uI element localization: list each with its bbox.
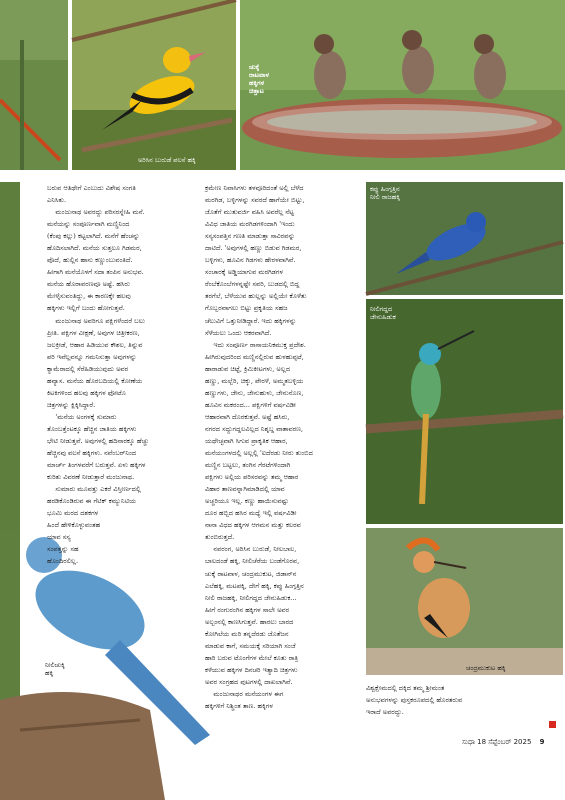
golden-oriole-caption: ಅರಿಸಿನ ಬುರುಡೆ ಪಲಸೆ ಹಕ್ಕಿ	[138, 156, 196, 164]
monarch-caption: ಕಪ್ಪು ಹಿಂಗ್ಗತ್ತಿನ ನೀಲಿ ರಾಜಹಕ್ಕಿ	[370, 185, 400, 201]
middle-column-text: ಕ್ರಮೇಣ ನಿವಾಸಿಗಳು ತಳವೂರಿದಂತೆ ಅಲ್ಲಿ ಬೆಳೆದ ಮರಗಿಡ, ಬಳ್ಳಿಗಳನ್ನು ಸವರದೆ ಹಾಗೆಯೇ ಬಿಟ್ಟು, ಜೊತೆಗೆ ಮುತುವರ್ಜಿ ವಹಿಸಿ ಅವರೆಲ್ಲ ನೆಟ್ಟ ವಿವಿಧ ಜಾತಿಯ ಮರಗಿಡಗಳಿಂದಾಗಿ 'ಇಂದು ಸಸ್ಯಸಂಪತ್ತಿನ ಗಣತಿ ಮಾಡುತ್ತಾ ಸಾವಿರವನ್ನು ದಾಟಿದೆ. 'ಅವುಗಳಲ್ಲಿ ಹಣ್ಣು ಬಿಡುವ ಗಿಡಮರ, ಬಳ್ಳಿಗಳು, ಹೂವಿನ ಗಿಡಗಳು ಹೇರಳವಾಗಿವೆ. ಸಂಚಾರಕ್ಕೆ ಅಡ್ಡಿಯಾಗುವ ಮರಗಿಡಗಳ ರೆಂಬೆಕೊಂಬೆಗಳನ್ನಷ್ಟೇ ಸವರಿ, ಬುಡದಲ್ಲಿ ಬಿದ್ದ ತರಗೆಲೆ, ಬೆಳೆಯುವ ಹುಲ್ಲನ್ನು ಅಲ್ಲಿಯೇ ಕೊಳೆತು ಗೊಬ್ಬರವಾಗಲು ಬಿಟ್ಟು ಪ್ರಕೃತಿಯ ಸಹಜ ಚೆಲುವಿಗೆ ಒತ್ತುನೀಡಿದ್ದಾರೆ. ಇದು ಹಕ್ಕಿಗಳನ್ನು ಸೆಳೆಯಲು ಒಂದು ಆಕರವಾಗಿದೆ. ಇದು ಸಂಪೂರ್ಣ ರಾಸಾಯನಿಕಮುಕ್ತ ಪ್ರದೇಶ. ಹೀಗಿರುವುದರಿಂದ ಮಣ್ಣಿನಲ್ಲಿರುವ ಹುಳಹುಪ್ಪಟೆ, ಹಾರಾಡುವ ಚಿಟ್ಟೆ, ಕ್ರಿಮಿಕೀಟಗಳು, ಅಲ್ಲದ ಹಣ್ಣು, ಮಲ್ಬೆರಿ, ಚಿಕ್ಕು, ಪೇರಳೆ, ಅಮ್ಮತಬಳ್ಳಿಯ ಹಣ್ಣುಗಳು, ಜೇನು, ಜೇನುಹುಳು, ಜೇನುನೊಣ, ಹೂವಿನ ಮಕರಂದ... ಪಕ್ಷಿಗಳಿಗೆ ವರ್ಷವಿಡೀ ಆಹಾರವಾಗಿ ದೊರಕುತ್ತವೆ. ಅಷ್ಟೆ ಹಸಿರು, ನಗರದ ಸದ್ದುಗದ್ದಲವಿಲ್ಲದ ನಿಶ್ಶಬ್ದ ವಾತಾವರಣ, ಯಥೇಚ್ಛವಾಗಿ ಸಿಗುವ ಪ್ರಾಕೃತಿಕ ಆಹಾರ, ಮನೆಯಂಗಳದಲ್ಲಿ ಅಲ್ಲಲ್ಲಿ 'ಐದೆರಡು ನೀರು ತುಂಬಿದ ಮಣ್ಣಿನ ಬಟ್ಟಲು, ತಂಗಿನ ಗೆರಟೆಗಳಿಂದಾಗಿ ಪಕ್ಷಿಗಳು ಅಲ್ಲಿಯ ಪರಿಸರವನ್ನು ತಮ್ಮ ಆಹಾರ ವಿಹಾರ ತಾಣವನ್ನಾಗಿಮಾಡಿದಲ್ಲಿ ಯಾವ ಅಚ್ಚರಿಯೂ ಇಲ್ಲ. ಕಣ್ಣು ಹಾಯಿಸುವಷ್ಟು ದೂರ ಹಬ್ಬಿದ ಹಸಿರ ಮಧ್ಯೆ ಇಲ್ಲಿ ವರ್ಷವಿಡೀ ನಾನಾ ವಿಧದ ಹಕ್ಕಿಗಳ ಆಗಮನ ಮತ್ತು ಕಲರವ ತುಂಬಿರುತ್ತದೆ. ನವರಂಗ, ಅರಿಸಿನ ಬುರುಡೆ, ನೀಲಬಾಲ, ಬಾಲದಂಡೆ ಹಕ್ಕಿ, ನೀಲಿಚೆರೆಯ ಬಂಡೆಗೊರವ, ಚುಕ್ಕೆ ರಾಟವಾಳ, ಚಂದ್ರಮುಕುಟ, ಜಿಡಾನ್‌ನ ಎಲೆಹಕ್ಕಿ, ಮಟಪಕ್ಕಿ, ದೇಗೆ ಹಕ್ಕಿ, ಕಪ್ಪು ಹಿಂಗ್ಗತ್ತಿನ ನೀಲಿ ರಾಜಹಕ್ಕಿ, ನೀಲಿಗದ್ದದ ಜೇನುಹಿಡುಕ... ಹೀಗೆ ರಂಗುರಂಗಿನ ಹಕ್ಕಿಗಳ ಸಾಲೇ ಅವರ ಅಲ್ಬಂನಲ್ಲಿ ಕಾಣಸಿಗುತ್ತವೆ. ಹಾರಲು ಬಾರದ ಕೋಗಿಲೆಯ ಮರಿ ತನ್ನದೆರಡು ಜೊತೆಜನ ಮಾಡುವ ಕಾಗೆ, ಸಮಯಕ್ಕೆ ಸರಿಯಾಗಿ ಸಂಜೆ ಹಾರಿ ಬರುವ ಟೊಂಗೆಗಳ ಮೇಲೆ ಕೂತು ರಾತ್ರಿ ಕಳೆಯುವ ಹಕ್ಕಿಗಳ ದಿನಚರಿ ಇತ್ಯಾದಿ ಚಿತ್ರಗಳು ಅವರ ಸಂಗ್ರಹದ ಪುಟಗಳಲ್ಲಿ ದಾಖಲಾಗಿವೆ. ಮಂಜುನಾಥರ ಮನೆಯಂಗಳ ಈಗ ಹಕ್ಕಿಗಳಿಗೆ ನಿಶ್ಚಿಂತ ತಾಣ. ಹಕ್ಕಿಗಳ	[205, 184, 313, 711]
magazine-footer	[462, 738, 545, 747]
hoopoe-photo	[366, 528, 563, 675]
bee-eater-photo	[366, 299, 563, 524]
right-column-text: ವಿಶ್ವಕ್ಷೇಮದಲ್ಲಿ ದಕ್ಕಿದ ತಮ್ಮ ಶ್ರೀಮಂತ ಅನುಭವಗಳನ್ನು ಪುಸ್ತಕರೂಪದಲ್ಲಿ ಹೊರತರುವ ಇರಾದೆ ಅವರದ್ದು.	[366, 684, 463, 717]
magazine-name-date: ಸುಧಾ 18 ಸೆಪ್ಟೆಂಬರ್ 2025	[462, 738, 532, 746]
flycatcher-caption: ನೀಲಿಚುಕ್ಕಿ ಹಕ್ಕಿ	[45, 661, 65, 677]
flycatcher-photo	[0, 530, 232, 800]
golden-oriole-photo	[72, 0, 236, 170]
bee-eater-caption: ನೀಲಿಗದ್ದದ ಜೇನುಹಿಡುಕ	[370, 305, 396, 321]
monarch-photo	[366, 182, 563, 295]
munias-birdbath-photo	[240, 0, 565, 170]
munias-caption: ಚುಕ್ಕೆ ರಾಟವಾಳ ಹಕ್ಕಿಗಳ ಚಿತ್ತಾಟ	[249, 63, 269, 95]
top-left-strip-photo	[0, 0, 68, 170]
hoopoe-caption: ಚಂದ್ರಮುಕುಟ ಹಕ್ಕಿ	[466, 664, 506, 672]
page-number: 9	[539, 738, 545, 746]
left-column-text: ಬರುವ ಆತಿಥೇಗೆ ಎಂಬುದು ವಿಶೇಷ ಸಂಗತಿ ಎನಿಸಿತು. ಮಂಜುನಾಥ ಅವರದ್ದು ಪರಿಸರಸ್ನೇಹಿ ಮನೆ. ಮನೆಯನ್ನು ಸಂಪೂರ್ಣವಾಗಿ ಮಣ್ಣಿನಿಂದ (ಕೆಂಪು ಕಲ್ಲು) ಕಟ್ಟಲಾಗಿದೆ. ಮನೆಗೆ ಹೆಂಚನ್ನು ಹೊದಿಸಲಾಗಿದೆ. ಮನೆಯ ಸುತ್ತಲೂ ಗಿಡಮರ, ಪೊದೆ, ಹುಲ್ಲಿನ ಹಾಸು ಕಣ್ಣುಂಬುವಂತಿದೆ. ಹೀಗಾಗಿ ಮನೆಯೊಳಗೆ ಸದಾ ತಂಪಿನ ಅನುಭವ. ಮನೆಯ ಹೊರಾವರಣವೂ ಅಷ್ಟೆ. ಹಸಿರು ಮೇಳೈಸುವಂತಿದ್ದು, ಈ ಕಾರಣಕ್ಕೇ ಹಲವು ಹಕ್ಕಿಗಳು ಇಲ್ಲಿಗೆ ಬಂದು ಹೋಗುತ್ತವೆ. ಮಂಜುನಾಥ ಅವರಿಗೂ ಪಕ್ಷಿಗಳೆಂದರೆ ಬಲು ಪ್ರೀತಿ. ಪಕ್ಷಿಗಳ ವೀಕ್ಷಣೆ, ಅವುಗಳ ಚಿತ್ರೀಕರಣ, ಜಲಕ್ರೀಡೆ, ಆಹಾರ ಹಿಡಿಯುವ ಕೌಶಲ, ತಿನ್ನುವ ಪರಿ ಇವೆಲ್ಲವನ್ನೂ ಗಮನಿಸುತ್ತಾ ಅವುಗಳನ್ನು ಕ್ಯಾಮೆರಾದಲ್ಲಿ ಸೆರೆಹಿಡಿಯುವುದು ಅವರ ಹವ್ಯಾಸ. ಮನೆಯ ಹೊರಬದಿಯಲ್ಲಿ ಕೋಣೆಯ ಕಿಟಕಿಗಳಿಂದ ಹಲವು ಹಕ್ಕಿಗಳ ಫೋಟೊ ಚಿತ್ರಗಳನ್ನು ಕ್ಲಿಕ್ಕಿಸಿದ್ದಾರೆ. 'ಮನೆಯ ಅಂಗಳಕ್ಕೆ ಸುಮಾರು ತೊಂಬತ್ತೆಂಟಕ್ಕೂ ಹೆಚ್ಚಿನ ಜಾತಿಯ ಹಕ್ಕಿಗಳು ಭೇಟಿ ನೀಡುತ್ತವೆ. ಅವುಗಳಲ್ಲಿ ಹದಿನಾರಕ್ಕೂ ಹೆಚ್ಚು ಹೆಚ್ಚಿನವು ವಲಸೆ ಹಕ್ಕಿಗಳು. ನವೆಂಬರ್‌ನಿಂದ ಮಾರ್ಚ್ ತಿಂಗಳವರೆಗೆ ಬರುತ್ತವೆ. ಏಳು ಹಕ್ಕಿಗಳ ಕುರಿತು ವಿವರಣೆ ನೀಡುತ್ತಾರೆ ಮಂಜುನಾಥ. ಸುಮಾರು ಮೂವತ್ತು ಎಕರೆ ವಿಸ್ತೀರ್ಣದಲ್ಲಿ ಹರಡಿಕೊಂಡಿರುವ ಈ ಗೆಟಿಕ್ ಕಮ್ಯುನಿಟಿಯ ಭೂಮಿ ಮರದ ದಶಕಗಳ ಹಿಂದೆ ಹೇಳಿಕೊಳ್ಳುವಂತಹ ಯಾವ ಸಸ್ಯ ಸಂಪತ್ತನ್ನು ಸಹ ಹೊಂದಿರಲಿಲ್ಲ.	[47, 184, 149, 566]
left-edge-photo	[0, 182, 20, 542]
end-mark	[549, 721, 556, 728]
